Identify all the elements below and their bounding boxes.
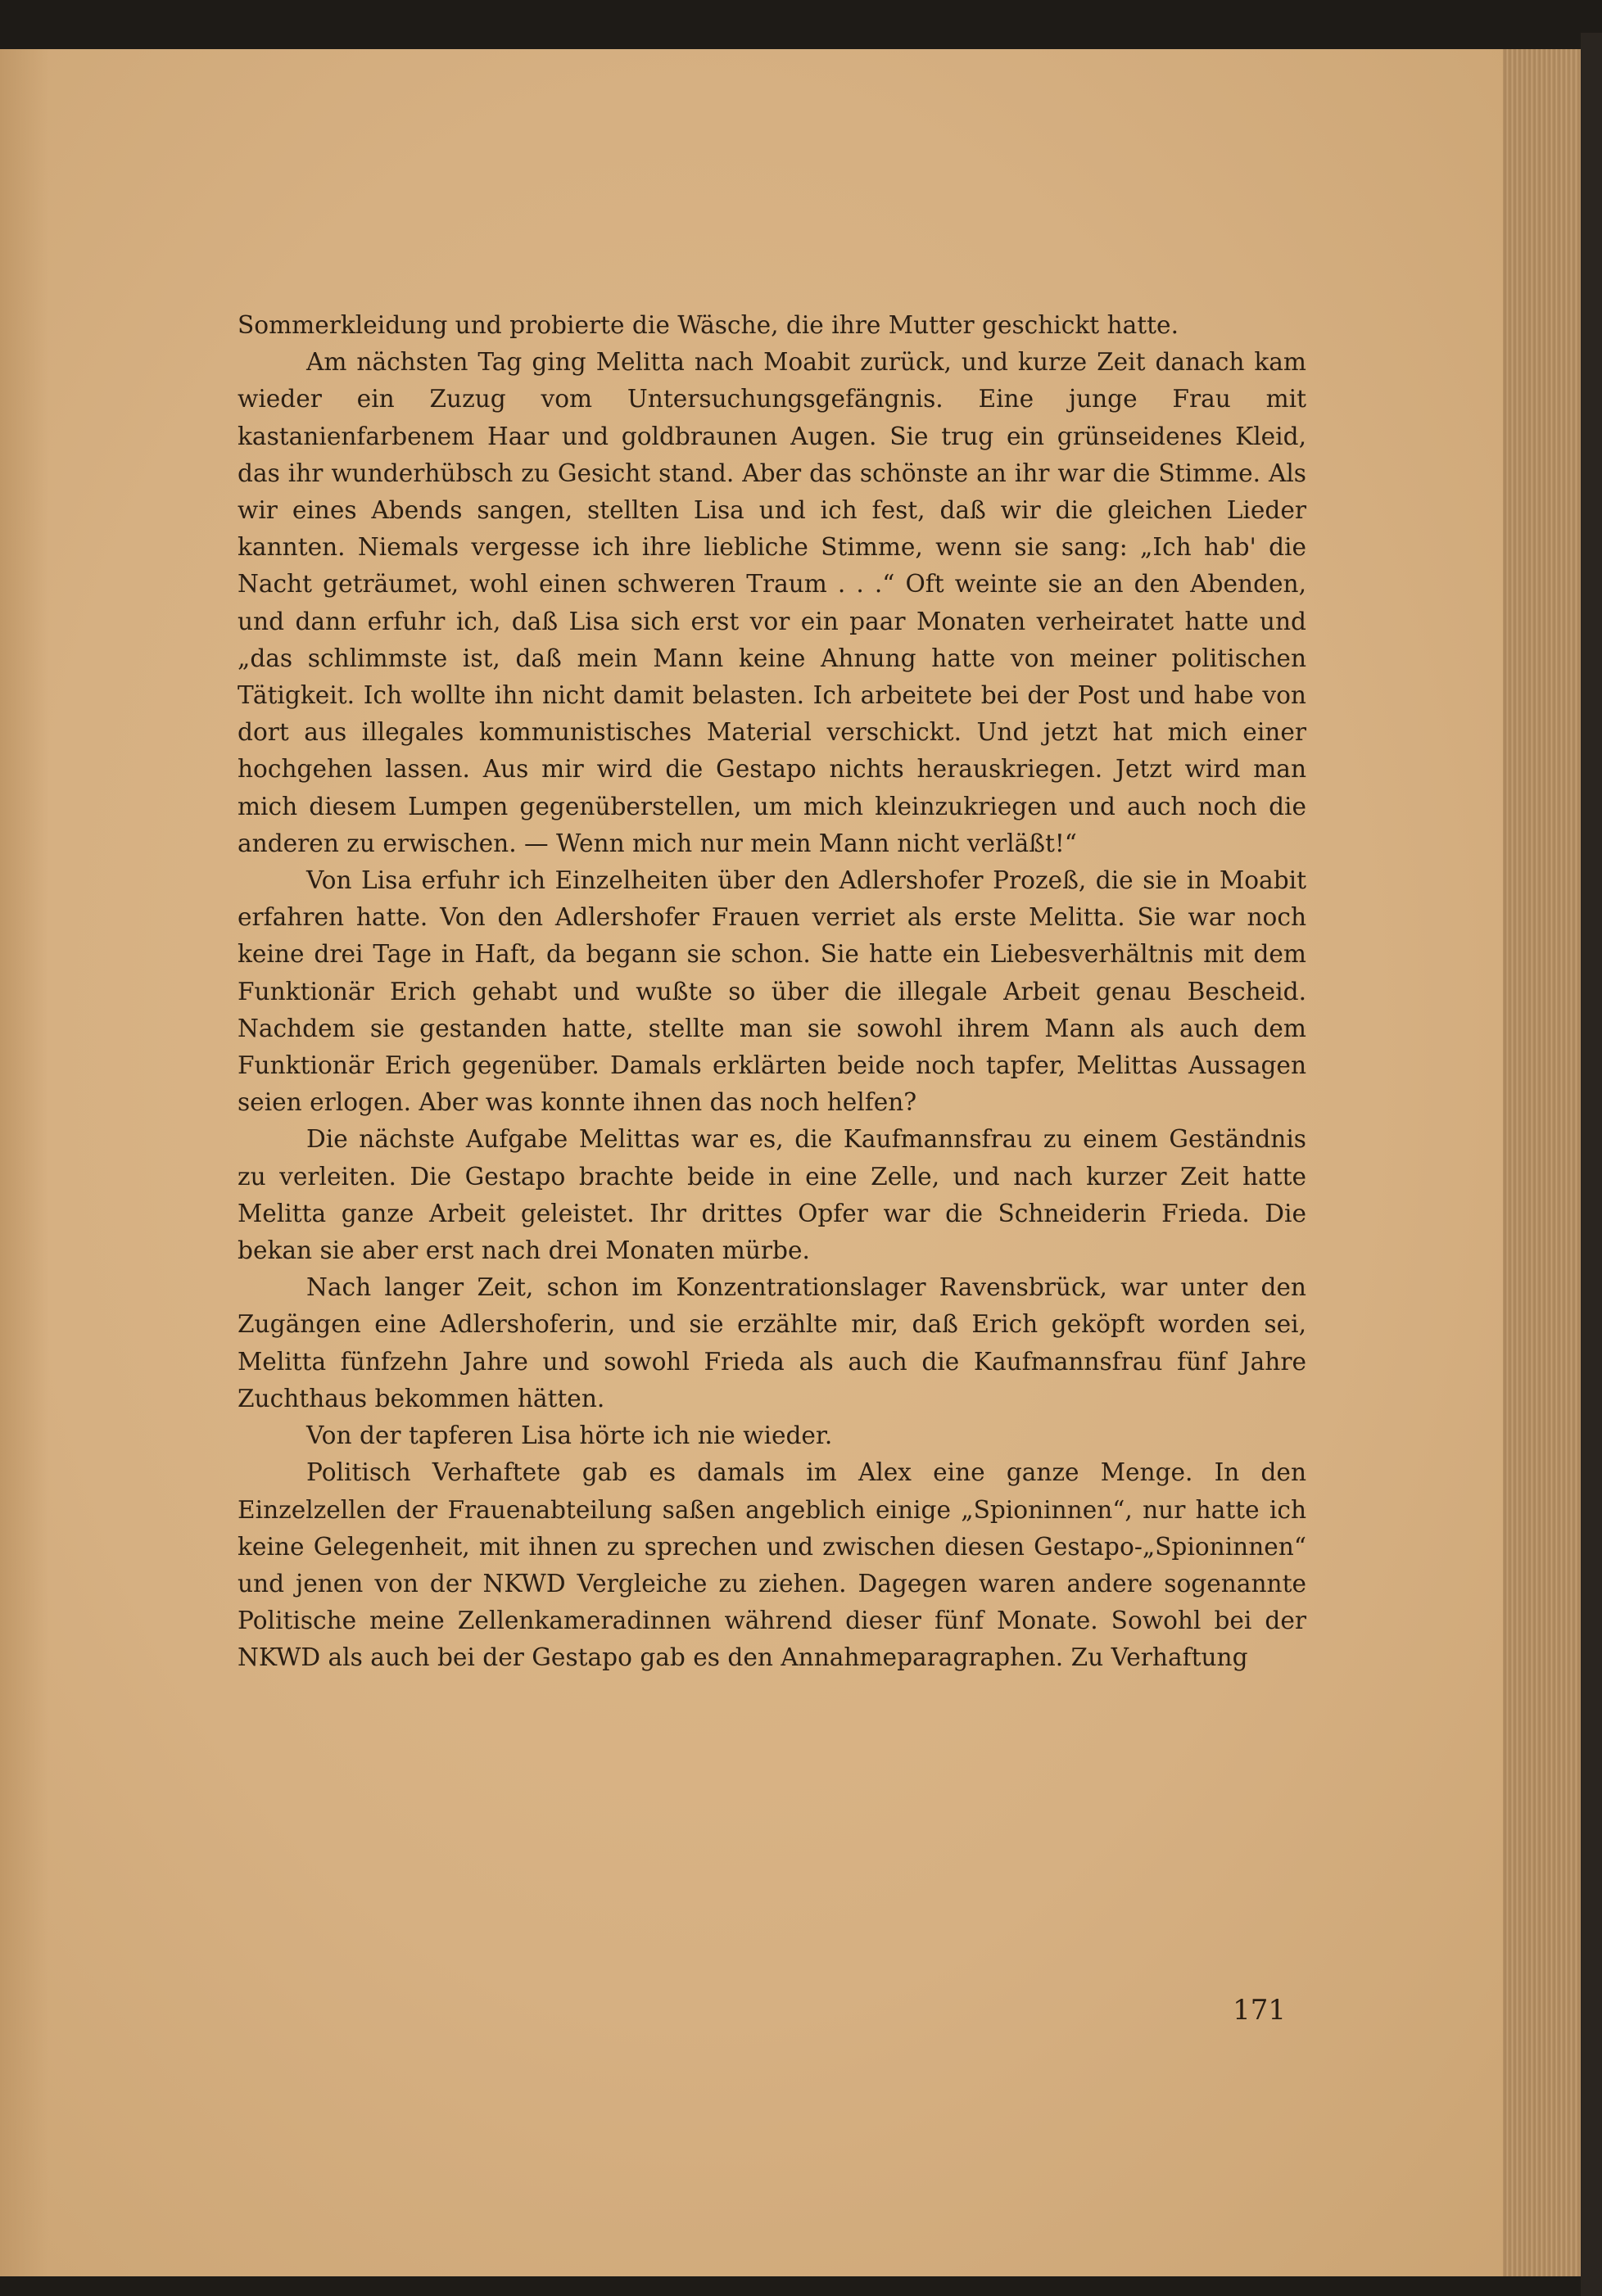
page-stack-edges [1503,49,1581,2276]
paragraph-5: Nach langer Zeit, schon im Konzentrationslager Ravensbrück, war unter den Zugängen eine Adlershoferin, und sie erzählte mir, daß Erich geköpft worden sei, Melitta fünfzehn Jahre und sowohl Frieda als auch die Kaufmannsfrau fünf Jahre Zuchthaus bekommen hätten. [238,1273,1306,1412]
page-number: 171 [1233,1994,1286,2027]
body-text [238,307,1306,1677]
paragraph-2: Am nächsten Tag ging Melitta nach Moabit zurück, und kurze Zeit danach kam wieder ein Zuzug vom Untersuchungsgefängnis. Eine junge Frau mit kastanienfarbenem Haar und goldbraunen Augen. Sie trug ein grünseidenes Kleid, das ihr wunderhübsch zu Gesicht stand. Aber das schönste an ihr war die Stimme. Als wir eines Abends sangen, stellten Lisa und ich fest, daß wir die gleichen Lieder kannten. Niemals vergesse ich ihre liebliche Stimme, wenn sie sang: „Ich hab' die Nacht geträumet, wohl einen schweren Traum . . .“ Oft weinte sie an den Abenden, und dann erfuhr ich, daß Lisa sich erst vor ein paar Monaten verheiratet hatte und „das schlimmste ist, daß mein Mann keine Ahnung hatte von meiner politischen Tätigkeit. Ich wollte ihn nicht damit belasten. Ich arbeitete bei der Post und habe von dort aus illegales kommunistisches Material verschickt. Und jetzt hat mich einer hochgehen lassen. Aus mir wird die Gestapo nichts herauskriegen. Jetzt wird man mich diesem Lumpen gegenüberstellen, um mich kleinzukriegen und auch noch die anderen zu erwischen. — Wenn mich nur mein Mann nicht verläßt!“ [238,348,1306,857]
paragraph-6: Von der tapferen Lisa hörte ich nie wieder. [306,1421,833,1450]
paragraph-4: Die nächste Aufgabe Melittas war es, die Kaufmannsfrau zu einem Geständnis zu verleiten. Die Gestapo brachte beide in eine Zelle, und nach kurzer Zeit hatte Melitta ganze Arbeit geleistet. Ihr drittes Opfer war die Schneiderin Frieda. Die bekan sie aber erst nach drei Monaten mürbe. [238,1125,1306,1265]
paragraph-1: Sommerkleidung und probierte die Wäsche, die ihre Mutter geschickt hatte. [238,311,1179,339]
paragraph-3: Von Lisa erfuhr ich Einzelheiten über den Adlershofer Prozeß, die sie in Moabit erfahren hatte. Von den Adlershofer Frauen verriet als erste Melitta. Sie war noch keine drei Tage in Haft, da begann sie schon. Sie hatte ein Liebesverhältnis mit dem Funktionär Erich gehabt und wußte so über die illegale Arbeit genau Bescheid. Nachdem sie gestanden hatte, stellte man sie sowohl ihrem Mann als auch dem Funktionär Erich gegenüber. Damals erklärten beide noch tapfer, Melittas Aussagen seien erlogen. Aber was konnte ihnen das noch helfen? [238,866,1306,1117]
gutter-shadow [0,49,49,2276]
paragraph-7: Politisch Verhaftete gab es damals im Alex eine ganze Menge. In den Einzelzellen der Frauenabteilung saßen angeblich einige „Spioninnen“, nur hatte ich keine Gelegenheit, mit ihnen zu sprechen und zwischen diesen Gestapo-„Spioninnen“ und jenen von der NKWD Vergleiche zu ziehen. Dagegen waren andere sogenannte Politische meine Zellenkameradinnen während dieser fünf Monate. Sowohl bei der NKWD als auch bei der Gestapo gab es den Annahmeparagraphen. Zu Verhaftung [238,1458,1306,1672]
book-cover-edge [1581,33,1602,2296]
